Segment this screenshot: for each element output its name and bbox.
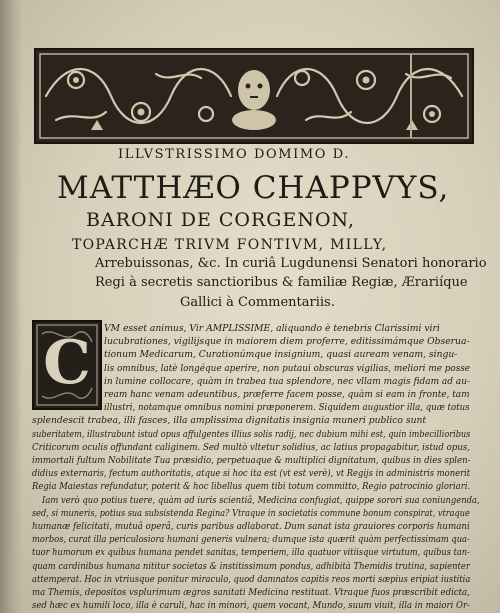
toparchae-title: TOPARCHÆ TRIVM FONTIVM, MILLY, [72, 237, 388, 253]
body-text-line: lis omnibus, latè longéque aperire, non putaui obscuras vigilias, meliori me posse [104, 362, 470, 374]
body-text-line: humanæ felicitati, mutuâ operâ, curis paribus adlaborat. Dum sanat ista grauiores corporis humani [32, 521, 470, 532]
body-text-line: in lumine collocare, quàm in trabea tua splendore, nec vllam magis fidam ad au- [104, 375, 471, 387]
body-text-line: didius externaris, fectum authoritatis, atque si hoc ita est (vt est verè), vt Regijs in administris monerit [32, 468, 471, 480]
body-text-line: VM esset animus, Vir AMPLISSIME, aliquando è tenebris Clarissimi viri [104, 323, 440, 334]
baron-title: BARONI DE CORGENON, [86, 209, 355, 231]
body-text-line: attemperat. Hoc in vtriusque ponitur miraculo, quod damnatos capitis reos morti sæpius eripiat iustitia [32, 573, 471, 585]
body-text-line: illustri, notamque omnibus nomini præponerem. Siquidem augustior illa, quæ totus [104, 402, 470, 414]
body-text-line: Regia Maiestas refundatur, poterit & hoc libellus quem tibi totum committo, Regio patrocinio gloriari. [32, 481, 471, 493]
body-text-line: Criticorum oculis offundant caliginem. Sed multò vltetur solidius, ac latius propagabitur, istud opus, [32, 441, 470, 453]
body-text-line: morbos, curat illa periculosiora humani generis vulnera; dumque ista quærit quàm perfectissimam qua- [32, 534, 470, 546]
body-text-line: splendescit trabea, illi fasces, illa amplissima dignitatis insignia muneri publico sunt [32, 415, 427, 427]
dedicatee-name: MATTHÆO CHAPPVYS, [57, 170, 450, 206]
office-line-3: Gallici à Commentariis. [180, 295, 335, 310]
initial-letter: C [43, 328, 91, 398]
body-text-line: tionum Medicarum, Curationúmque insignium, quasi auream venam, singu- [104, 349, 458, 361]
body-text-line: tuor humorum ex quibus humana pendet sanitas, temperiem, illa quatuor vitiisque virtutum, quibus tan- [32, 547, 470, 559]
office-line-1: Arrebuissonas, &c. In curiâ Lugdunensi Senatori honorario [95, 256, 487, 271]
dedication-line: ILLVSTRISSIMO DOMIMO D. [118, 147, 351, 162]
body-text-line: lucubrationes, vigilijsque in maiorem diem proferre, editissimámque Obserua- [104, 336, 470, 348]
body-text-line: quam cardinibus humana nititur societas & institissimum pondus, adhibità Themidis trutina, sapienter [32, 560, 470, 572]
body-text-line: sed, si muneris, potius sua subsistenda Regina? Vtraque in societatis commune bonum conspirat, vtraque [32, 507, 470, 519]
ornamental-headpiece [34, 48, 474, 144]
body-text-line: immortali fultum Nobilitate Tua præsidio, perpetuaque & multiplici dignitatum, quibus in dies splen- [32, 455, 471, 466]
office-line-2: Regi à secretis sanctioribus & familiæ Regiæ, Ærariíque [95, 275, 468, 290]
body-text-line: sed hæc ex humili loco, illa è caruli, hac in minori, quem vocant, Mundo, suum viuit, illa in maiori Or- [32, 600, 470, 612]
body-text-line: ream hanc venam adeuntibus, præferre facem posse, quàm si eam in fronte, tam [104, 389, 470, 400]
decorated-initial [32, 320, 102, 410]
body-text-line: ma Themis, depositos vsplurimum ægros sanitati Medicina restituat. Vtraque fuos præscribit edicta, [32, 587, 470, 598]
body-text-line: suberitatem, illustrabunt istud opus affulgentes illius solis radij, nec dubium mihi est, quin imbecillioribus [32, 428, 471, 440]
page-gutter-shadow [0, 0, 22, 613]
headpiece-ornament-graphic [36, 50, 472, 142]
body-text-line: Iam verò quo potius tuere, quàm ad iuris scientiâ, Medicina confugiat, quippe sorori sua coniungenda, [42, 494, 480, 506]
